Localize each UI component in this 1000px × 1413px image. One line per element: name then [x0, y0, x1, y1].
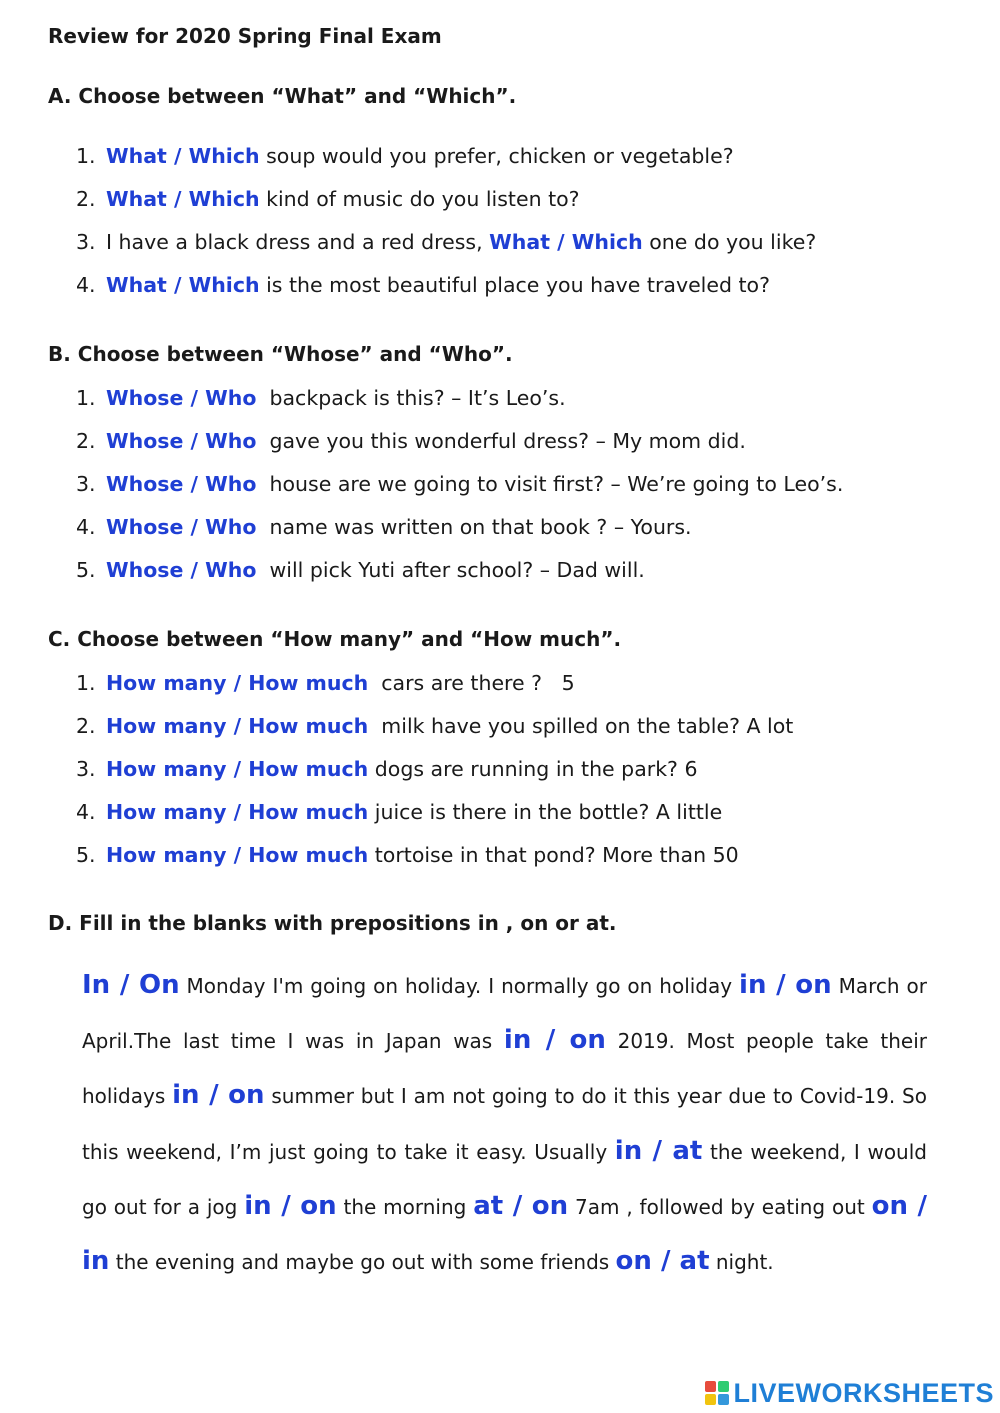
section-d-heading: D. Fill in the blanks with prepositions in , on or at. — [48, 911, 617, 935]
question-number: 4. — [76, 800, 96, 824]
answer-options[interactable]: How many / How much — [106, 714, 369, 738]
question-item — [76, 264, 956, 307]
question-number: 4. — [76, 515, 96, 539]
paragraph-text: 7am , followed by eating out — [568, 1194, 872, 1219]
answer-options[interactable]: What / Which — [106, 273, 260, 297]
question-number: 3. — [76, 757, 96, 781]
question-number: 5. — [76, 558, 96, 582]
liveworksheets-logo-icon — [705, 1381, 729, 1405]
paragraph-text: summer but I am not going to do it this year due to Covid-19. So this weekend, I’m just going to take it easy. Usually — [82, 1084, 927, 1164]
question-number: 1. — [76, 386, 96, 410]
question-text: dogs are running in the park? 6 — [368, 757, 698, 781]
section-a-heading: A. Choose between “What” and “Which”. — [48, 84, 517, 108]
answer-options[interactable]: in / on — [244, 1190, 337, 1221]
section-b-list — [76, 377, 956, 592]
answer-options[interactable]: What / Which — [106, 144, 260, 168]
paragraph-text: Monday I'm going on holiday. I normally go on holiday — [179, 974, 740, 998]
question-item — [76, 705, 956, 748]
question-number: 1. — [76, 144, 96, 168]
question-item — [76, 463, 956, 506]
answer-options[interactable]: What / Which — [489, 230, 643, 254]
answer-options[interactable]: in / at — [614, 1135, 703, 1166]
question-item — [76, 178, 956, 221]
answer-options[interactable]: How many / How much — [106, 800, 369, 824]
answer-options[interactable]: How many / How much — [106, 757, 369, 781]
answer-options[interactable]: Whose / Who — [106, 558, 257, 582]
question-text-before: I have a black dress and a red dress, — [106, 230, 490, 254]
question-item — [76, 135, 956, 178]
question-item — [76, 748, 956, 791]
liveworksheets-logo — [705, 1378, 994, 1408]
answer-options[interactable]: in / on — [739, 970, 832, 1000]
answer-options[interactable]: on / in — [82, 1190, 928, 1277]
answer-options[interactable]: in / on — [172, 1080, 265, 1111]
question-text: is the most beautiful place you have traveled to? — [259, 273, 770, 297]
question-item — [76, 420, 956, 463]
answer-options[interactable]: on / at — [615, 1246, 710, 1277]
section-b-heading: B. Choose between “Whose” and “Who”. — [48, 342, 513, 366]
question-number: 2. — [76, 714, 96, 738]
question-text: milk have you spilled on the table? A lot — [368, 714, 794, 738]
answer-options[interactable]: What / Which — [106, 187, 260, 211]
paragraph-text: 2019. Most people take their holidays — [82, 1029, 927, 1109]
paragraph-text: the evening and maybe go out with some friends — [109, 1250, 616, 1275]
question-text: will pick Yuti after school? – Dad will. — [256, 558, 645, 582]
question-number: 1. — [76, 671, 96, 695]
section-a-list — [76, 135, 956, 307]
answer-options[interactable]: How many / How much — [106, 843, 369, 867]
paragraph-text: March or April.The last time I was in Japan was — [82, 974, 927, 1054]
question-item — [76, 506, 956, 549]
question-item — [76, 791, 956, 834]
question-text: backpack is this? – It’s Leo’s. — [256, 386, 566, 410]
logo-text: LIVEWORKSHEETS — [733, 1377, 994, 1408]
section-d-paragraph — [82, 958, 927, 1289]
question-number: 3. — [76, 230, 96, 254]
answer-options[interactable]: Whose / Who — [106, 515, 257, 539]
question-text: house are we going to visit first? – We’re going to Leo’s. — [256, 472, 844, 496]
question-number: 3. — [76, 472, 96, 496]
question-number: 2. — [76, 187, 96, 211]
page-title: Review for 2020 Spring Final Exam — [48, 24, 442, 48]
answer-options[interactable]: Whose / Who — [106, 472, 257, 496]
question-text: juice is there in the bottle? A little — [368, 800, 723, 824]
question-text: soup would you prefer, chicken or vegetable? — [259, 144, 734, 168]
answer-options[interactable]: in / on — [503, 1025, 606, 1056]
answer-options[interactable]: In / On — [82, 970, 180, 1000]
question-item — [76, 834, 956, 877]
question-item — [76, 549, 956, 592]
question-text: gave you this wonderful dress? – My mom did. — [256, 429, 746, 453]
question-text: tortoise in that pond? More than 50 — [368, 843, 739, 867]
question-text: name was written on that book ? – Yours. — [256, 515, 692, 539]
paragraph-text: the weekend, I would go out for a jog — [82, 1139, 927, 1219]
question-item — [76, 221, 956, 264]
question-text: kind of music do you listen to? — [259, 187, 580, 211]
question-number: 5. — [76, 843, 96, 867]
question-number: 2. — [76, 429, 96, 453]
answer-options[interactable]: at / on — [473, 1190, 569, 1221]
question-number: 4. — [76, 273, 96, 297]
question-item — [76, 377, 956, 420]
question-text: cars are there ? 5 — [368, 671, 575, 695]
answer-options[interactable]: Whose / Who — [106, 429, 257, 453]
paragraph-text: night. — [709, 1250, 774, 1275]
answer-options[interactable]: Whose / Who — [106, 386, 257, 410]
paragraph-text: the morning — [336, 1194, 474, 1219]
section-c-list — [76, 662, 956, 877]
answer-options[interactable]: How many / How much — [106, 671, 369, 695]
section-c-heading: C. Choose between “How many” and “How much”. — [48, 627, 622, 651]
question-text: one do you like? — [642, 230, 817, 254]
question-item — [76, 662, 956, 705]
